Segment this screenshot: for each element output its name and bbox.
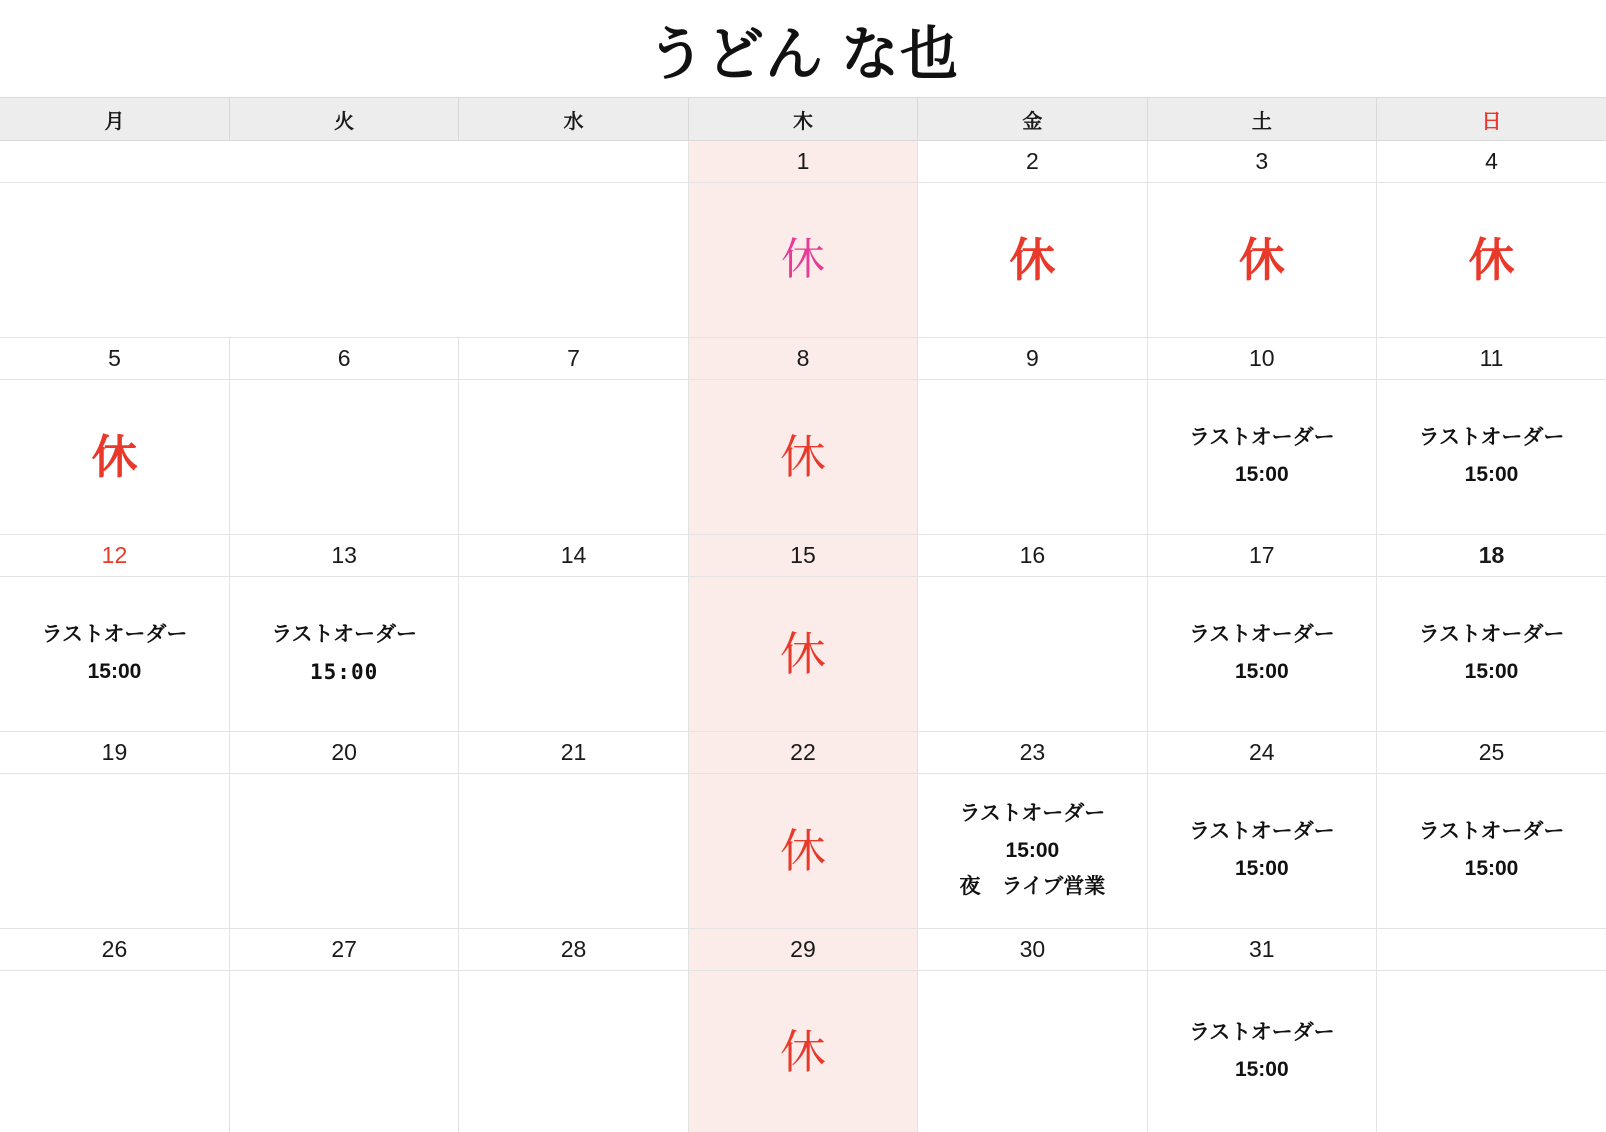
day-content-28 (459, 971, 688, 1132)
closed-marker: 休 (780, 235, 825, 284)
day-content-6 (229, 380, 458, 535)
date-cell-13 (229, 535, 458, 577)
closed-marker: 休 (91, 431, 138, 483)
last-order-note (1148, 814, 1376, 888)
date-cell-11 (1377, 338, 1606, 380)
day-content-13 (229, 577, 458, 732)
day-content-17 (1147, 577, 1376, 732)
date-cell-26 (0, 929, 229, 971)
date-number: 6 (337, 345, 351, 371)
weekday-header-mon: 月 (0, 98, 229, 141)
date-number: 19 (101, 739, 128, 765)
day-content-31 (1147, 971, 1376, 1132)
date-number: 1 (796, 148, 810, 174)
day-content-2 (918, 183, 1147, 338)
closed-marker: 休 (1468, 234, 1515, 286)
date-number: 21 (560, 739, 587, 765)
date-cell-7 (459, 338, 688, 380)
day-content-19 (0, 774, 229, 929)
note-line: ラストオーダー (1188, 623, 1335, 647)
last-order-note (1148, 1015, 1376, 1089)
note-line: 15:00 (1234, 660, 1289, 683)
date-cell-30 (918, 929, 1147, 971)
date-number: 31 (1249, 936, 1275, 962)
date-cell-25 (1377, 732, 1606, 774)
date-cell-3 (1147, 141, 1376, 183)
date-number: 7 (567, 345, 580, 371)
note-line: ラストオーダー (1188, 426, 1335, 450)
date-number: 3 (1255, 148, 1269, 174)
calendar-header (0, 98, 1606, 141)
note-line: 夜 ライブ営業 (959, 875, 1106, 899)
weekday-header-thu: 木 (688, 98, 917, 141)
day-content-11 (1377, 380, 1606, 535)
date-cell-9 (918, 338, 1147, 380)
date-number: 15 (790, 542, 816, 568)
last-order-note (1148, 420, 1376, 494)
date-cell-22 (688, 732, 917, 774)
day-content-15 (688, 577, 917, 732)
date-number: 28 (560, 936, 587, 962)
day-content-25 (1377, 774, 1606, 929)
date-number: 25 (1478, 739, 1505, 765)
date-cell-4 (1377, 141, 1606, 183)
date-cell-21 (459, 732, 688, 774)
day-content-8 (688, 380, 917, 535)
note-line: ラストオーダー (1418, 623, 1565, 647)
empty-date-cell (1377, 929, 1606, 971)
week-4-content-row (0, 774, 1606, 929)
day-content-27 (229, 971, 458, 1132)
day-content-10 (1147, 380, 1376, 535)
week-4-date-row (0, 732, 1606, 774)
weekday-header-row (0, 98, 1606, 141)
day-content-30 (918, 971, 1147, 1132)
last-order-note (918, 796, 1146, 906)
weekday-header-sun: 日 (1377, 98, 1606, 141)
closed-marker: 休 (1238, 234, 1285, 286)
week-1-content-row (0, 183, 1606, 338)
date-number: 18 (1478, 542, 1505, 568)
date-cell-15 (688, 535, 917, 577)
closed-marker: 休 (779, 628, 826, 680)
date-number: 4 (1485, 148, 1498, 174)
empty-content-cell (1377, 971, 1606, 1132)
day-content-4 (1377, 183, 1606, 338)
date-number: 11 (1479, 345, 1504, 371)
date-cell-5 (0, 338, 229, 380)
date-cell-2 (918, 141, 1147, 183)
week-1-date-row (0, 141, 1606, 183)
date-number: 27 (331, 936, 357, 962)
note-line: ラストオーダー (1418, 426, 1565, 450)
last-order-note (1377, 814, 1606, 888)
day-content-3 (1147, 183, 1376, 338)
weekday-header-fri: 金 (918, 98, 1147, 141)
note-line: ラストオーダー (1188, 820, 1335, 844)
day-content-18 (1377, 577, 1606, 732)
day-content-23 (918, 774, 1147, 929)
date-number: 8 (796, 345, 810, 371)
date-cell-10 (1147, 338, 1376, 380)
date-cell-6 (229, 338, 458, 380)
date-number: 9 (1026, 345, 1039, 371)
note-line: ラストオーダー (959, 801, 1106, 825)
date-number: 24 (1249, 739, 1275, 765)
day-content-20 (229, 774, 458, 929)
day-content-22 (688, 774, 917, 929)
date-number: 17 (1249, 542, 1275, 568)
note-line: ラストオーダー (1418, 820, 1565, 844)
date-cell-12 (0, 535, 229, 577)
note-line: 15:00 (1234, 857, 1289, 880)
date-cell-24 (1147, 732, 1376, 774)
date-number: 10 (1249, 345, 1275, 371)
date-number: 14 (560, 542, 587, 568)
day-content-21 (459, 774, 688, 929)
day-content-1 (688, 183, 917, 338)
date-cell-29 (688, 929, 917, 971)
week-3-content-row (0, 577, 1606, 732)
calendar-body (0, 141, 1606, 1132)
closed-marker: 休 (779, 825, 826, 877)
note-line: 15:00 (1464, 463, 1519, 486)
note-line: 15:00 (1234, 1057, 1289, 1081)
weekday-header-tue: 火 (229, 98, 458, 141)
date-cell-14 (459, 535, 688, 577)
date-number: 22 (790, 739, 816, 765)
week-5-date-row (0, 929, 1606, 971)
day-content-9 (918, 380, 1147, 535)
note-line: 15:00 (1464, 660, 1519, 683)
note-line: ラストオーダー (271, 623, 417, 647)
day-content-24 (1147, 774, 1376, 929)
closed-marker: 休 (1009, 234, 1056, 286)
date-cell-8 (688, 338, 917, 380)
weekday-header-wed: 水 (459, 98, 688, 141)
last-order-note (1377, 420, 1606, 494)
day-content-5 (0, 380, 229, 535)
date-cell-23 (918, 732, 1147, 774)
day-content-12 (0, 577, 229, 732)
date-number: 30 (1019, 936, 1046, 962)
date-number: 29 (790, 936, 816, 962)
note-line: ラストオーダー (41, 623, 188, 647)
note-line: ラストオーダー (1188, 1020, 1335, 1044)
date-number: 13 (331, 542, 357, 568)
blank-leading-cell (0, 183, 688, 338)
note-line: 15:00 (87, 660, 142, 683)
closed-marker: 休 (779, 431, 826, 483)
date-number: 16 (1019, 542, 1046, 568)
last-order-note (0, 617, 229, 691)
week-3-date-row (0, 535, 1606, 577)
date-number: 23 (1019, 739, 1046, 765)
closed-marker: 休 (779, 1025, 826, 1078)
date-cell-17 (1147, 535, 1376, 577)
week-2-content-row (0, 380, 1606, 535)
date-cell-19 (0, 732, 229, 774)
last-order-note (1148, 617, 1376, 691)
date-cell-1 (688, 141, 917, 183)
date-cell-20 (229, 732, 458, 774)
day-content-29 (688, 971, 917, 1132)
page-title: うどん な也 (646, 21, 960, 87)
last-order-note (1377, 617, 1606, 691)
note-line: 15:00 (1234, 463, 1289, 486)
day-content-16 (918, 577, 1147, 732)
last-order-note (230, 617, 458, 691)
date-number: 12 (101, 542, 128, 568)
week-5-content-row (0, 971, 1606, 1132)
note-line: 15:00 (1005, 838, 1060, 862)
date-number: 5 (108, 345, 121, 371)
day-content-14 (459, 577, 688, 732)
day-content-7 (459, 380, 688, 535)
note-line: 15:00 (310, 660, 379, 684)
calendar (0, 97, 1606, 1132)
weekday-header-sat: 土 (1147, 98, 1376, 141)
date-number: 20 (331, 739, 357, 765)
date-cell-27 (229, 929, 458, 971)
date-number: 2 (1026, 148, 1039, 174)
blank-leading-cell (0, 141, 688, 183)
note-line: 15:00 (1464, 857, 1519, 880)
date-cell-28 (459, 929, 688, 971)
week-2-date-row (0, 338, 1606, 380)
date-cell-18 (1377, 535, 1606, 577)
date-cell-31 (1147, 929, 1376, 971)
day-content-26 (0, 971, 229, 1132)
date-cell-16 (918, 535, 1147, 577)
date-number: 26 (101, 936, 128, 962)
